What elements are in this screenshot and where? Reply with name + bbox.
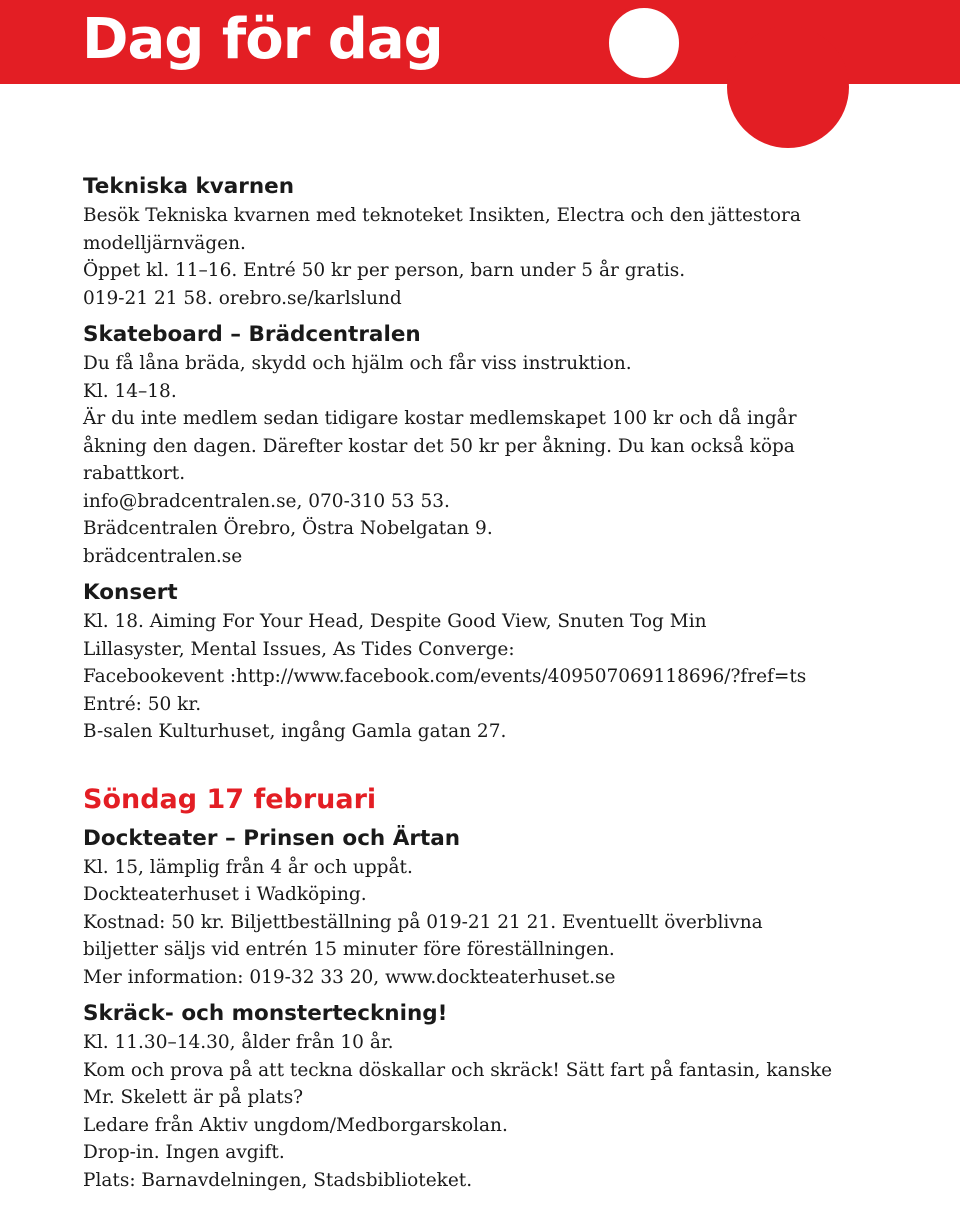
page-title: Dag för dag [82,7,443,72]
text-line: Kom och prova på att teckna döskallar och skräck! Sätt fart på fantasin, kanske [83,1059,833,1081]
text-line: Du få låna bräda, skydd och hjälm och får viss instruktion. [83,353,632,374]
text-line: Är du inte medlem sedan tidigare kostar medlemskapet 100 kr och då ingår [83,408,797,429]
day-heading: Söndag 17 februari [83,783,377,815]
address-line: B-salen Kulturhuset, ingång Gamla gatan 27. [83,721,507,742]
section-heading: Dockteater – Prinsen och Ärtan [83,825,461,851]
text-line: Öppet kl. 11–16. Entré 50 kr per person, barn under 5 år gratis. [83,260,686,281]
text-line: modelljärnvägen. [83,232,246,254]
text-line: biljetter säljs vid entrén 15 minuter före föreställningen. [83,939,615,960]
contact-line: info@bradcentralen.se, 070-310 53 53. [83,490,450,512]
text-line: Lillasyster, Mental Issues, As Tides Converge: [83,638,515,660]
text-line: Entré: 50 kr. [83,693,202,715]
text-line: Kl. 14–18. [83,380,177,402]
text-line: Mer information: 019-32 33 20, www.dockteaterhuset.se [83,966,616,988]
section-dockteater [83,824,903,992]
section-heading: Konsert [83,580,178,605]
text-line: Kostnad: 50 kr. Biljettbeställning på 019-21 21 21. Eventuellt överblivna [83,911,763,933]
address-line: Brädcentralen Örebro, Östra Nobelgatan 9. [83,518,493,539]
text-line: Plats: Barnavdelningen, Stadsbiblioteket. [83,1169,473,1191]
text-line: Kl. 15, lämplig från 4 år och uppåt. [83,856,413,878]
text-line: åkning den dagen. Därefter kostar det 50 kr per åkning. Du kan också köpa [83,435,795,457]
section-konsert [83,578,903,746]
text-line: 019-21 21 58. orebro.se/karlslund [83,287,402,309]
decorative-circle-outline [606,5,682,81]
section-heading: Skräck- och monsterteckning! [83,1001,448,1026]
text-line: Drop-in. Ingen avgift. [83,1142,285,1163]
section-monsterteckning [83,999,903,1194]
article-content [83,172,903,1194]
text-line: Kl. 18. Aiming For Your Head, Despite Good View, Snuten Tog Min [83,611,707,632]
text-line: Kl. 11.30–14.30, ålder från 10 år. [83,1032,394,1053]
text-line: Dockteaterhuset i Wadköping. [83,884,367,905]
section-tekniska-kvarnen [83,172,903,312]
text-line: rabattkort. [83,463,186,484]
section-heading: Skateboard – Brädcentralen [83,322,421,347]
text-line: Mr. Skelett är på plats? [83,1087,304,1108]
text-line: Ledare från Aktiv ungdom/Medborgarskolan. [83,1114,508,1136]
website-line: brädcentralen.se [83,545,243,567]
decorative-circle-filled [727,26,849,148]
facebook-link-line: Facebookevent :http://www.facebook.com/events/409507069118696/?fref=ts [83,666,807,687]
text-line: Besök Tekniska kvarnen med teknoteket Insikten, Electra och den jättestora [83,205,801,226]
section-heading: Tekniska kvarnen [83,174,295,199]
section-skateboard [83,320,903,570]
